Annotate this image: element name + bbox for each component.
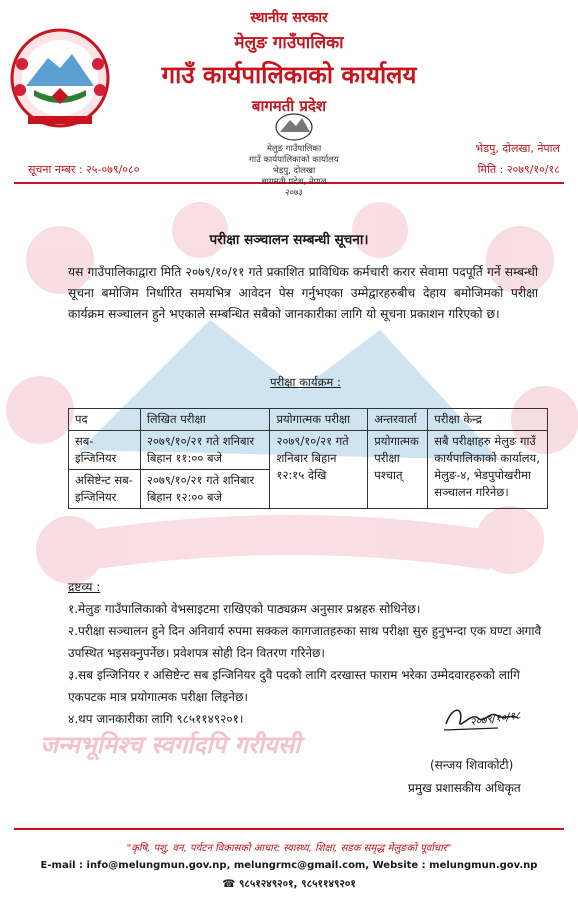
- stamp-year: २०७३: [285, 188, 303, 198]
- stamp-line-4: बागमती प्रदेश, नेपाल: [261, 177, 327, 187]
- notice-title: परीक्षा सञ्चालन सम्बन्धी सूचना।: [209, 232, 369, 248]
- note-item: १.मेलुङ गाउँपालिकाको वेभसाइटमा राखिएको पाठ्यक्रम अनुसार प्रश्नहरु सोधिनेछ।: [68, 602, 421, 616]
- signature-date: २०७९/१०/१८: [469, 709, 522, 729]
- cell-written: २०७९/१०/२१ गते शनिबार बिहान १२:०० बजे: [140, 470, 270, 509]
- stamp-emblem-icon: [274, 112, 314, 142]
- letterhead-province: बागमती प्रदेश: [251, 97, 327, 115]
- table-row: [69, 431, 548, 470]
- footer-contact: E-mail : info@melungmun.gov.np, melungrmc@gmail.com, Website : melungmun.gov.np: [40, 860, 538, 871]
- col-header-interview: अन्तरवार्ता: [368, 409, 428, 431]
- signatory-designation: प्रमुख प्रशासकीय अधिकृत: [408, 781, 521, 795]
- footer-phone: ☎ ९८५१२४९२०१, ९८५११४९२०१: [222, 878, 356, 890]
- letterhead-municipality: मेलुङ गाउँपालिका: [234, 33, 344, 53]
- office-stamp: [244, 112, 344, 222]
- schedule-heading: परीक्षा कार्यक्रम :: [270, 375, 341, 389]
- watermark-motto: जन्मभूमिश्च स्वर्गादपि गरीयसी: [40, 731, 301, 759]
- notice-date: मिति : २०७९/१०/१८: [477, 163, 560, 176]
- cell-post: सब-इन्जिनियर: [69, 431, 141, 470]
- table-header-row: [69, 409, 548, 431]
- stamp-line-2: गाउँ कार्यपालिकाको कार्यालय: [249, 155, 339, 165]
- body-paragraph: यस गाउँपालिकाद्वारा मिति २०७९/१०/११ गते प्रकाशित प्राविधिक कर्मचारी करार सेवामा पदपूर्ति गर्ने सम्बन्धी सूचना बमोजिम निर्धारित समयभित्र आवेदन पेस गर्नुभएका उम्मेद्वारहरुबीच देहाय बमोजिमको परीक्षा कार्यक्रम सञ्चालन हुने भएकाले सम्बन्धित सबैको जानकारीका लागि यो सूचना प्रकाशन गरिएको छ।: [68, 265, 538, 321]
- stamp-line-3: भेडपु, दोलखा: [272, 166, 316, 176]
- note-item: ४.थप जानकारीका लागि ९८५११४९२०१।: [68, 712, 244, 726]
- cell-interview: प्रयोगात्मक परीक्षा पश्चात्: [368, 431, 428, 509]
- col-header-center: परीक्षा केन्द्र: [428, 409, 548, 431]
- col-header-written: लिखित परीक्षा: [140, 409, 270, 431]
- cell-post: असिष्टेन्ट सब-इन्जिनियर: [69, 470, 141, 509]
- cell-practical: २०७९/१०/२१ गते शनिबार बिहान १२:१५ देखि: [270, 431, 368, 509]
- stamp-line-1: मेलुङ गाउँपालिका: [266, 144, 322, 154]
- letterhead-address: भेडपु, दोलखा, नेपाल: [475, 142, 560, 155]
- footer-slogan: "कृषि, पशु, वन, पर्यटन विकासको आधार: स्वास्थ्य, शिक्षा, सडक समृद्ध मेलुङको पूर्वाधार": [126, 843, 452, 854]
- notes-heading: द्रष्टव्य :: [68, 580, 101, 594]
- letterhead-government: स्थानीय सरकार: [250, 10, 328, 26]
- notice-number: सूचना नम्बर : २५-०७९/०८०: [28, 163, 140, 176]
- cell-center: सबै परीक्षाहरु मेलुङ गाउँ कार्यपालिकाको कार्यालय, मेलुङ-४, भेडपुपोखरीमा सञ्चालन गरिनेछ।: [428, 431, 548, 509]
- note-item: ३.सब इन्जिनियर र असिष्टेन्ट सब इन्जिनियर दुवै पदको लागि दरखास्त फाराम भरेका उम्मेदवारहरुको लागि एकपटक मात्र प्रयोगात्मक परीक्षा लिइनेछ।: [68, 668, 520, 704]
- footer-divider: [14, 828, 564, 830]
- col-header-practical: प्रयोगात्मक परीक्षा: [270, 409, 368, 431]
- signatory-name: (सन्जय शिवाकोटी): [430, 758, 514, 772]
- col-header-post: पद: [69, 409, 141, 431]
- cell-written: २०७९/१०/२१ गते शनिबार बिहान ११:०० बजे: [140, 431, 270, 470]
- letterhead-office: गाउँ कार्यपालिकाको कार्यालय: [161, 61, 417, 89]
- note-item: २.परीक्षा सञ्चालन हुने दिन अनिवार्य रुपमा सक्कल कागजातहरुका साथ परीक्षा सुरु हुनुभन्दा एक घण्टा अगावै उपस्थित भइसक्नुपर्नेछ। प्रवेशपत्र सोही दिन वितरण गरिनेछ।: [68, 624, 542, 660]
- exam-schedule-table: [68, 408, 548, 509]
